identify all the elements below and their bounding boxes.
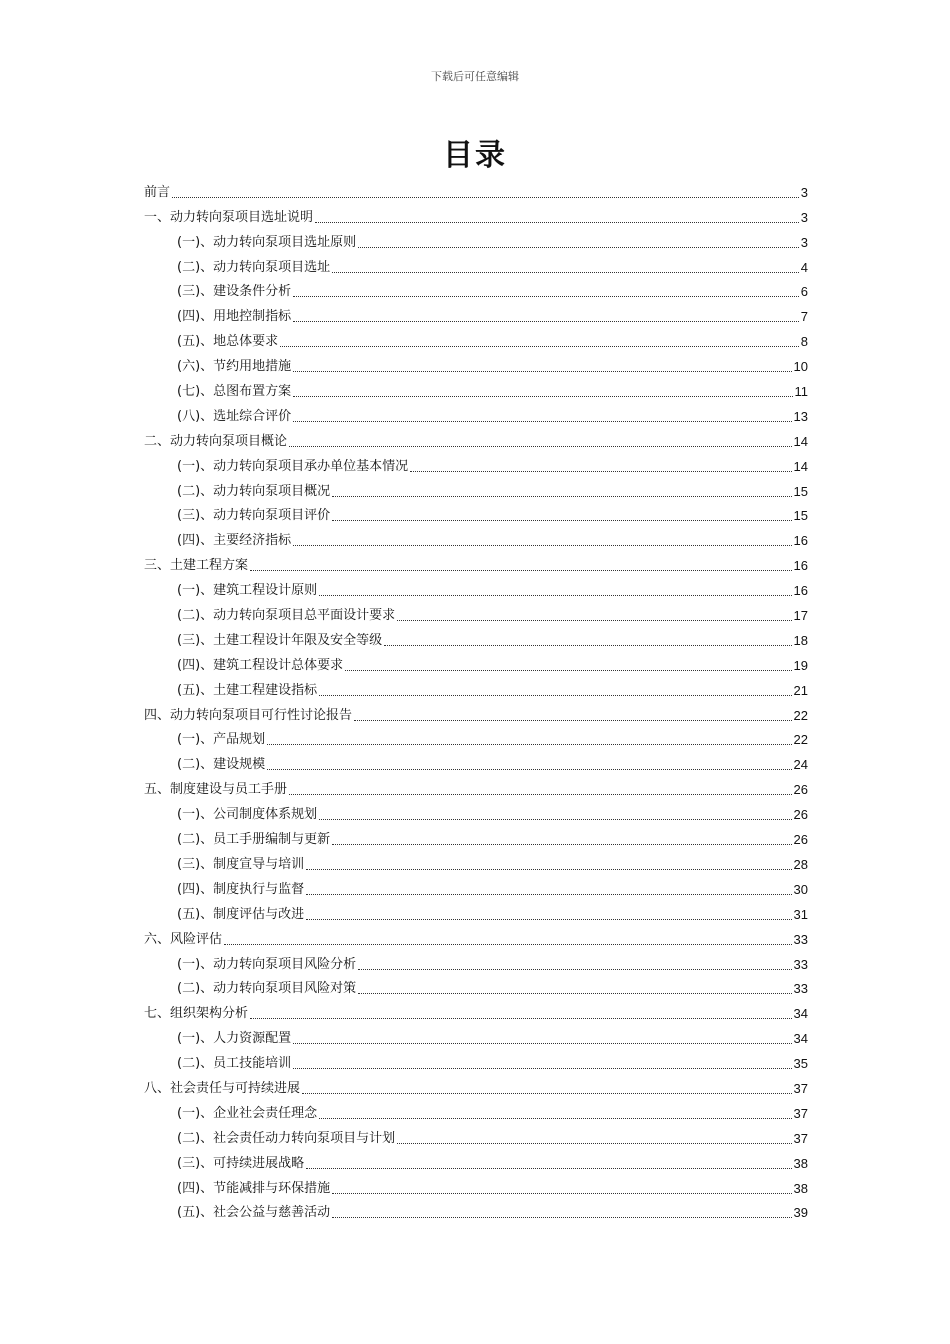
- toc-dot-leader: [172, 197, 799, 198]
- toc-entry-label: (三)、可持续进展战略: [177, 1155, 305, 1171]
- toc-dot-leader: [293, 1043, 791, 1044]
- toc-entry[interactable]: [144, 325, 808, 350]
- toc-entry[interactable]: [144, 350, 808, 375]
- toc-entry-label: (一)、公司制度体系规划: [177, 807, 318, 823]
- toc-entry-label: (二)、员工手册编制与更新: [177, 832, 331, 848]
- toc-entry[interactable]: [144, 425, 808, 450]
- toc-entry-page: 37: [793, 1105, 808, 1121]
- toc-dot-leader: [332, 272, 799, 273]
- toc-entry-label: (一)、建筑工程设计原则: [177, 583, 318, 599]
- toc-entry[interactable]: [144, 176, 808, 201]
- toc-entry[interactable]: [144, 823, 808, 848]
- toc-entry[interactable]: [144, 1172, 808, 1197]
- toc-dot-leader: [267, 769, 791, 770]
- toc-dot-leader: [397, 1143, 791, 1144]
- toc-entry-label: (一)、产品规划: [177, 732, 266, 748]
- toc-entry-page: 35: [793, 1056, 808, 1072]
- toc-entry-page: 38: [793, 1155, 808, 1171]
- toc-entry-page: 26: [793, 782, 808, 798]
- toc-entry-label: (二)、动力转向泵项目总平面设计要求: [177, 608, 396, 624]
- toc-entry-label: (一)、动力转向泵项目承办单位基本情况: [177, 458, 409, 474]
- toc-dot-leader: [319, 595, 791, 596]
- toc-dot-leader: [397, 620, 791, 621]
- toc-entry[interactable]: [144, 1097, 808, 1122]
- toc-entry[interactable]: [144, 226, 808, 251]
- toc-entry-label: (四)、建筑工程设计总体要求: [177, 657, 344, 673]
- toc-dot-leader: [224, 944, 792, 945]
- toc-entry-label: (二)、动力转向泵项目选址: [177, 259, 331, 275]
- toc-entry[interactable]: [144, 251, 808, 276]
- toc-entry-label: (二)、动力转向泵项目风险对策: [177, 981, 357, 997]
- toc-dot-leader: [280, 346, 799, 347]
- toc-entry-page: 6: [800, 284, 808, 300]
- toc-dot-leader: [319, 695, 791, 696]
- toc-entry[interactable]: [144, 400, 808, 425]
- toc-entry[interactable]: [144, 500, 808, 525]
- toc-entry[interactable]: [144, 848, 808, 873]
- toc-entry[interactable]: [144, 375, 808, 400]
- toc-entry-page: 18: [793, 632, 808, 648]
- toc-dot-leader: [302, 1093, 792, 1094]
- toc-dot-leader: [293, 545, 791, 546]
- toc-entry-page: 17: [793, 608, 808, 624]
- toc-entry-label: 八、社会责任与可持续进展: [144, 1080, 301, 1096]
- toc-entry[interactable]: [144, 1047, 808, 1072]
- toc-entry-page: 3: [800, 234, 808, 250]
- toc-entry-page: 31: [793, 906, 808, 922]
- toc-entry-label: (五)、土建工程建设指标: [177, 682, 318, 698]
- toc-dot-leader: [293, 371, 791, 372]
- toc-entry[interactable]: [144, 873, 808, 898]
- toc-dot-leader: [250, 1018, 792, 1019]
- toc-dot-leader: [293, 421, 791, 422]
- toc-entry-page: 26: [793, 832, 808, 848]
- toc-dot-leader: [345, 670, 791, 671]
- toc-entry-label: (一)、动力转向泵项目选址原则: [177, 234, 357, 250]
- toc-entry-label: (五)、地总体要求: [177, 334, 279, 350]
- toc-entry-label: (二)、建设规模: [177, 757, 266, 773]
- toc-dot-leader: [289, 446, 792, 447]
- toc-entry-page: 13: [793, 408, 808, 424]
- toc-dot-leader: [358, 993, 791, 994]
- toc-entry-label: (一)、企业社会责任理念: [177, 1105, 318, 1121]
- toc-dot-leader: [306, 919, 791, 920]
- toc-entry-page: 15: [793, 508, 808, 524]
- table-of-contents: [144, 176, 808, 1221]
- toc-entry[interactable]: [144, 923, 808, 948]
- toc-entry-page: 19: [793, 657, 808, 673]
- toc-dot-leader: [267, 744, 791, 745]
- toc-entry-page: 30: [793, 881, 808, 897]
- toc-entry[interactable]: [144, 724, 808, 749]
- toc-entry[interactable]: [144, 450, 808, 475]
- toc-dot-leader: [358, 247, 799, 248]
- toc-entry-label: (一)、人力资源配置: [177, 1031, 292, 1047]
- toc-entry[interactable]: [144, 1022, 808, 1047]
- toc-entry[interactable]: [144, 524, 808, 549]
- toc-entry-page: 16: [793, 583, 808, 599]
- toc-entry-page: 34: [793, 1031, 808, 1047]
- toc-entry-page: 4: [800, 259, 808, 275]
- toc-entry[interactable]: [144, 948, 808, 973]
- toc-entry-label: (二)、动力转向泵项目概况: [177, 483, 331, 499]
- toc-entry-page: 26: [793, 807, 808, 823]
- toc-entry-page: 14: [793, 458, 808, 474]
- toc-entry[interactable]: [144, 748, 808, 773]
- toc-entry-page: 11: [794, 384, 808, 400]
- toc-entry[interactable]: [144, 973, 808, 998]
- toc-entry[interactable]: [144, 997, 808, 1022]
- toc-entry-label: (五)、制度评估与改进: [177, 906, 305, 922]
- toc-dot-leader: [293, 1068, 791, 1069]
- toc-entry[interactable]: [144, 624, 808, 649]
- toc-dot-leader: [293, 321, 799, 322]
- toc-entry[interactable]: [144, 574, 808, 599]
- toc-dot-leader: [306, 1168, 791, 1169]
- toc-entry-page: 24: [793, 757, 808, 773]
- toc-entry-page: 8: [800, 334, 808, 350]
- toc-entry-label: 六、风险评估: [144, 931, 223, 947]
- toc-entry-label: 五、制度建设与员工手册: [144, 782, 288, 798]
- toc-entry-label: 二、动力转向泵项目概论: [144, 433, 288, 449]
- toc-entry[interactable]: [144, 699, 808, 724]
- toc-entry[interactable]: [144, 773, 808, 798]
- toc-entry[interactable]: [144, 798, 808, 823]
- toc-entry-label: (三)、制度宣导与培训: [177, 856, 305, 872]
- toc-entry[interactable]: [144, 1197, 808, 1222]
- toc-entry-page: 22: [793, 707, 808, 723]
- toc-dot-leader: [293, 396, 792, 397]
- toc-entry-page: 37: [793, 1080, 808, 1096]
- toc-dot-leader: [332, 496, 791, 497]
- toc-entry[interactable]: [144, 1122, 808, 1147]
- toc-entry-label: 一、动力转向泵项目选址说明: [144, 209, 314, 225]
- toc-entry-label: (七)、总图布置方案: [177, 384, 292, 400]
- toc-entry-label: (六)、节约用地措施: [177, 359, 292, 375]
- toc-entry[interactable]: [144, 649, 808, 674]
- toc-dot-leader: [293, 296, 799, 297]
- toc-entry-page: 38: [793, 1180, 808, 1196]
- toc-entry-page: 15: [793, 483, 808, 499]
- toc-entry[interactable]: [144, 549, 808, 574]
- toc-title: 目录: [443, 138, 507, 173]
- toc-entry-page: 16: [793, 558, 808, 574]
- header-note: 下载后可任意编辑: [431, 70, 519, 83]
- toc-entry-page: 33: [793, 956, 808, 972]
- toc-entry-label: (四)、节能减排与环保措施: [177, 1180, 331, 1196]
- toc-dot-leader: [250, 570, 792, 571]
- toc-entry-page: 33: [793, 931, 808, 947]
- toc-entry-label: 四、动力转向泵项目可行性讨论报告: [144, 707, 353, 723]
- toc-entry-label: (二)、社会责任动力转向泵项目与计划: [177, 1130, 396, 1146]
- toc-entry-label: 前言: [144, 184, 171, 200]
- toc-entry-label: (三)、动力转向泵项目评价: [177, 508, 331, 524]
- toc-entry[interactable]: [144, 674, 808, 699]
- toc-entry[interactable]: [144, 1072, 808, 1097]
- toc-entry-page: 3: [800, 209, 808, 225]
- toc-dot-leader: [332, 520, 791, 521]
- toc-entry[interactable]: [144, 599, 808, 624]
- toc-dot-leader: [319, 819, 791, 820]
- toc-dot-leader: [410, 471, 791, 472]
- toc-entry-label: (八)、选址综合评价: [177, 408, 292, 424]
- toc-entry[interactable]: [144, 276, 808, 301]
- toc-entry[interactable]: [144, 201, 808, 226]
- toc-entry-label: 三、土建工程方案: [144, 558, 249, 574]
- toc-entry-label: (四)、主要经济指标: [177, 533, 292, 549]
- toc-dot-leader: [332, 1217, 791, 1218]
- toc-entry-page: 39: [793, 1205, 808, 1221]
- toc-entry-page: 16: [793, 533, 808, 549]
- toc-entry-label: (四)、制度执行与监督: [177, 881, 305, 897]
- toc-dot-leader: [289, 794, 792, 795]
- toc-entry-page: 14: [793, 433, 808, 449]
- toc-entry-label: (三)、土建工程设计年限及安全等级: [177, 632, 383, 648]
- toc-entry-label: (五)、社会公益与慈善活动: [177, 1205, 331, 1221]
- toc-entry-page: 28: [793, 856, 808, 872]
- toc-entry-label: (二)、员工技能培训: [177, 1056, 292, 1072]
- toc-entry-label: (一)、动力转向泵项目风险分析: [177, 956, 357, 972]
- toc-entry-page: 7: [800, 309, 808, 325]
- toc-entry[interactable]: [144, 300, 808, 325]
- toc-entry-page: 3: [800, 184, 808, 200]
- toc-dot-leader: [306, 894, 791, 895]
- toc-entry-page: 21: [793, 682, 808, 698]
- toc-entry[interactable]: [144, 1147, 808, 1172]
- toc-entry-page: 34: [793, 1006, 808, 1022]
- toc-dot-leader: [315, 222, 799, 223]
- toc-dot-leader: [306, 869, 791, 870]
- toc-dot-leader: [354, 720, 792, 721]
- toc-entry-label: 七、组织架构分析: [144, 1006, 249, 1022]
- toc-entry-page: 10: [793, 359, 808, 375]
- toc-dot-leader: [319, 1118, 791, 1119]
- toc-dot-leader: [332, 844, 791, 845]
- toc-entry-label: (三)、建设条件分析: [177, 284, 292, 300]
- toc-entry-page: 37: [793, 1130, 808, 1146]
- toc-entry-page: 33: [793, 981, 808, 997]
- toc-dot-leader: [358, 969, 791, 970]
- toc-dot-leader: [384, 645, 791, 646]
- toc-entry-label: (四)、用地控制指标: [177, 309, 292, 325]
- toc-dot-leader: [332, 1193, 791, 1194]
- toc-entry-page: 22: [793, 732, 808, 748]
- toc-entry[interactable]: [144, 898, 808, 923]
- toc-entry[interactable]: [144, 475, 808, 500]
